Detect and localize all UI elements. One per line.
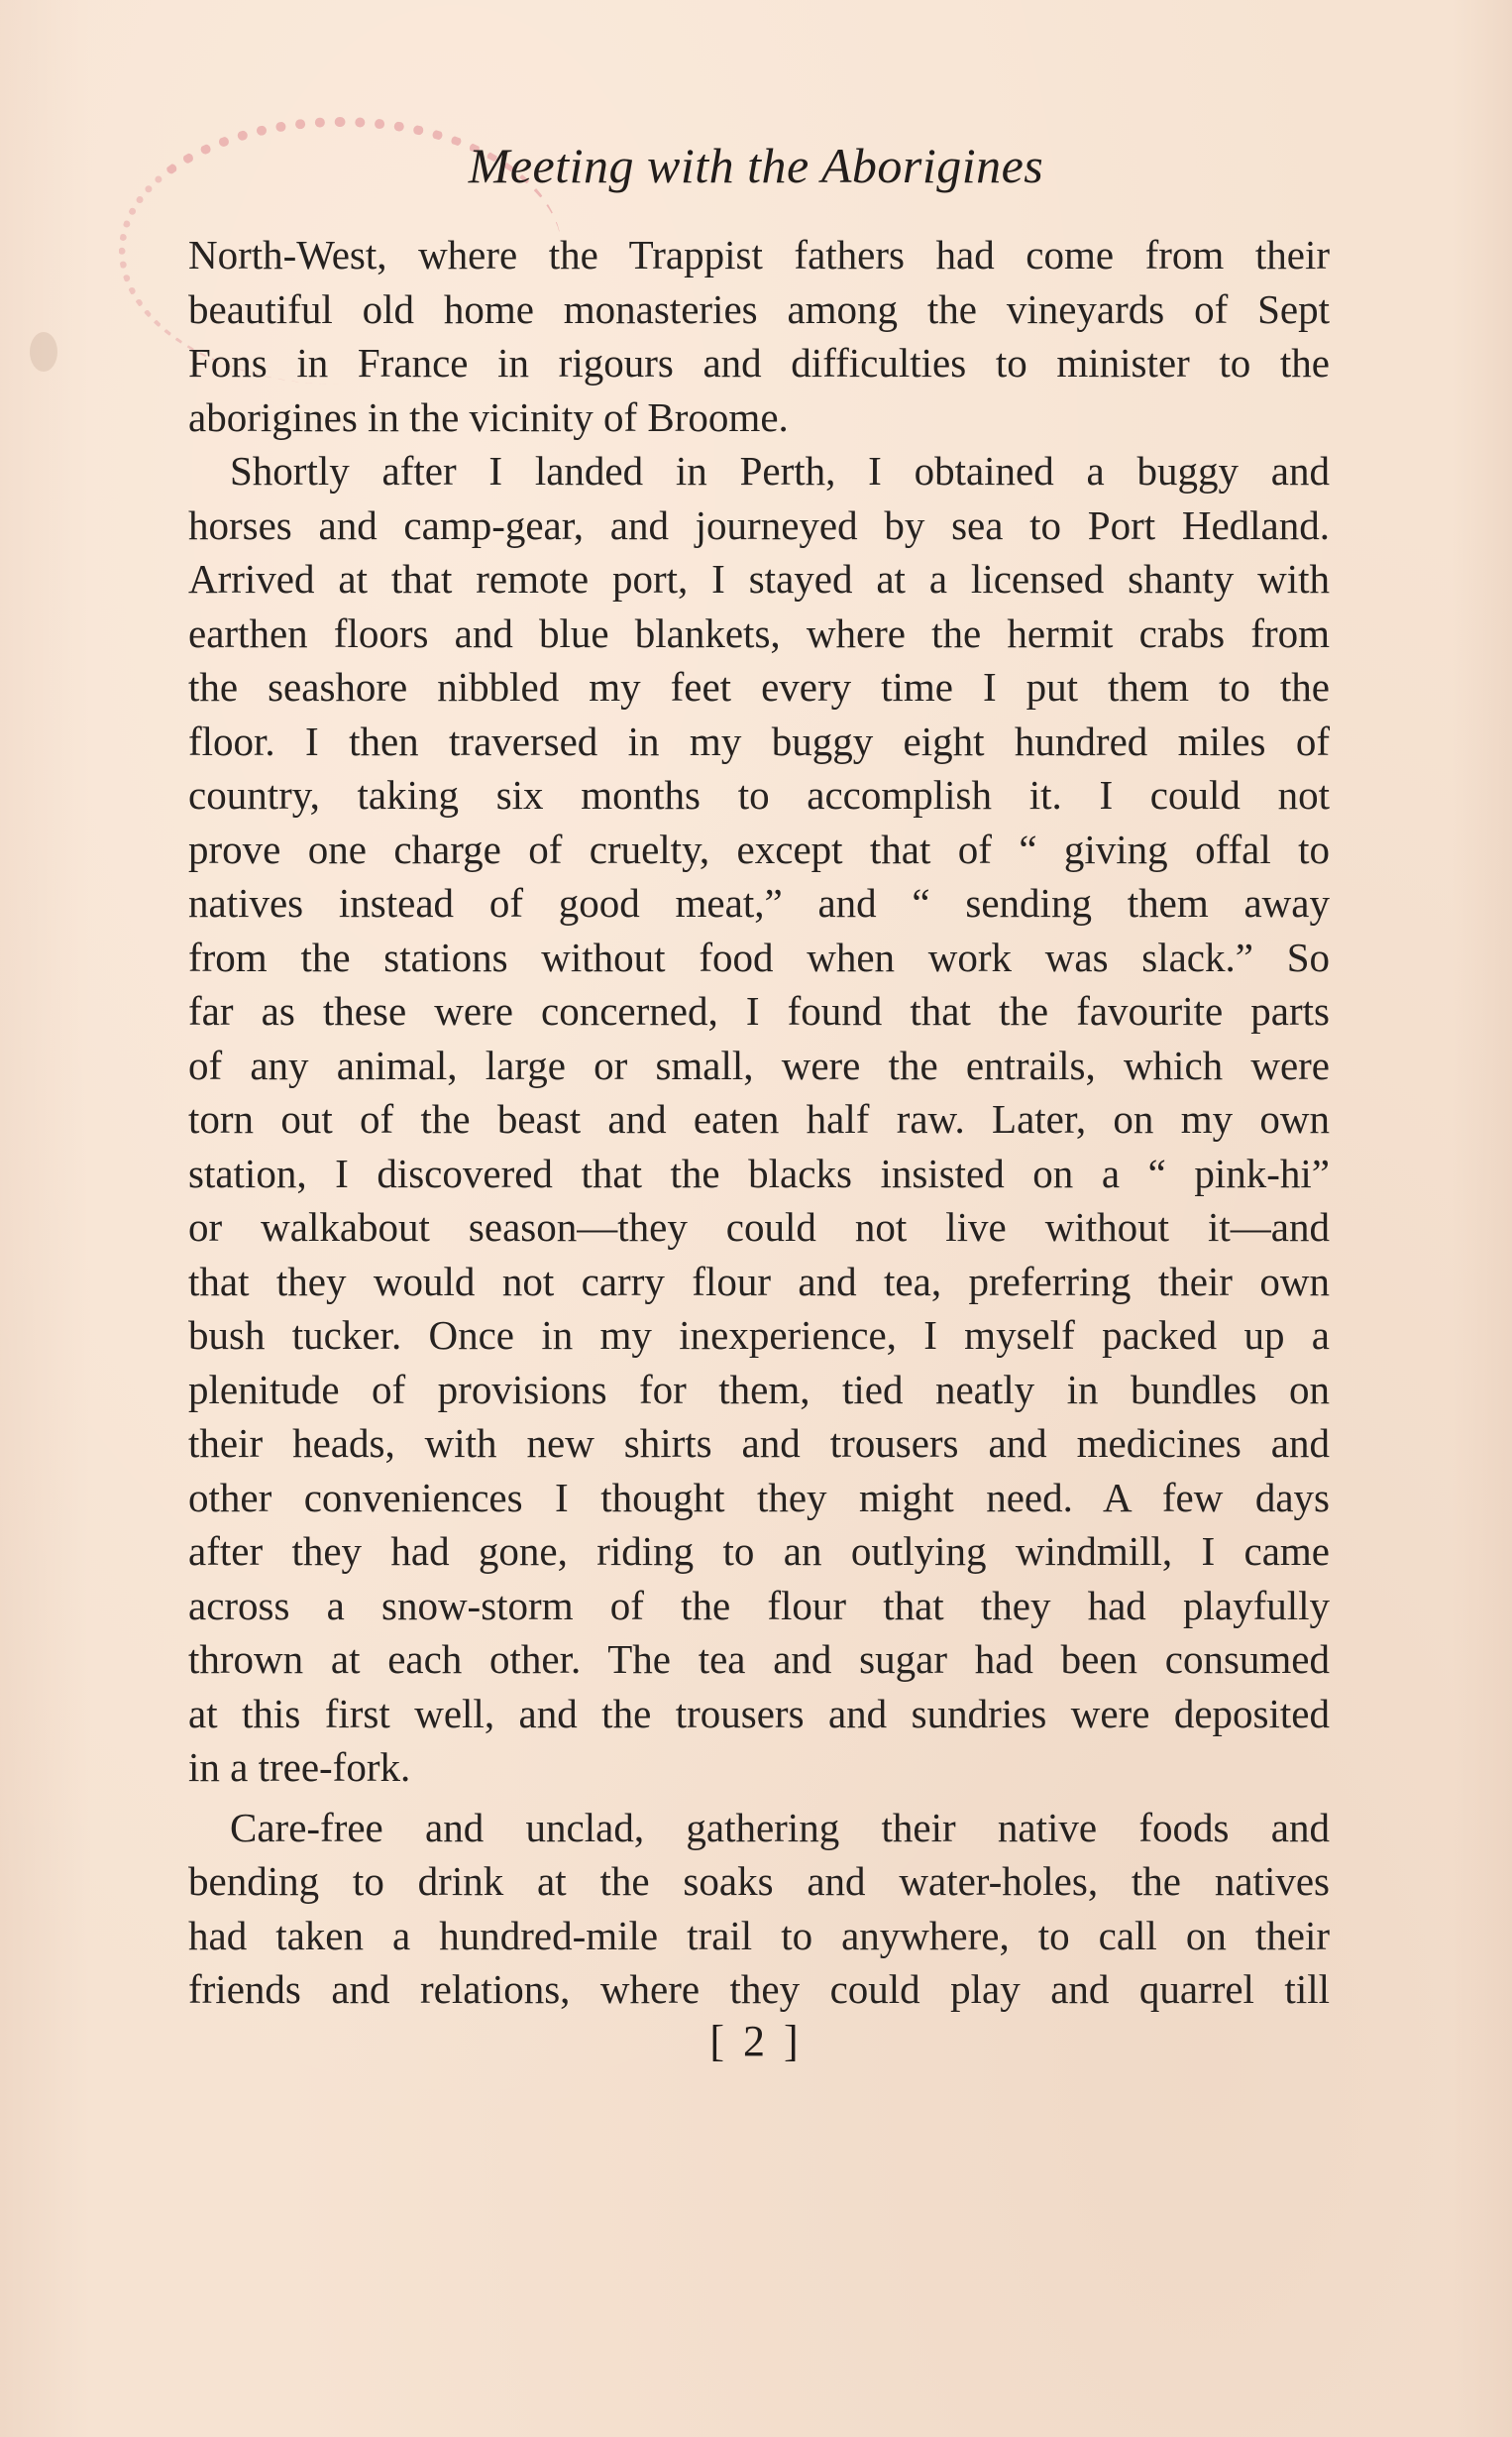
text-line: beautiful old home monasteries among the vineyards of Sept xyxy=(188,285,1330,332)
text-line: station, I discovered that the blacks insisted on a “ pink-hi” xyxy=(188,1150,1330,1196)
text-line: their heads, with new shirts and trousers and medicines and xyxy=(188,1420,1330,1466)
text-line: horses and camp-gear, and journeyed by sea to Port Hedland. xyxy=(188,501,1330,548)
text-line: the seashore nibbled my feet every time I put them to the xyxy=(188,664,1330,710)
text-line: other conveniences I thought they might need. A few days xyxy=(188,1474,1330,1520)
text-line: across a snow-storm of the flour that they had playfully xyxy=(188,1582,1331,1628)
text-line: at this first well, and the trousers and sundries were deposited xyxy=(188,1690,1330,1736)
text-line: in a tree-fork. xyxy=(188,1744,411,1790)
text-line: aborigines in the vicinity of Broome. xyxy=(188,393,789,440)
text-line: country, taking six months to accomplish it. I could not xyxy=(188,772,1330,818)
body-text xyxy=(188,228,1330,2017)
text-line: friends and relations, where they could play and quarrel till xyxy=(188,1966,1330,2012)
text-line: floor. I then traversed in my buggy eight hundred miles of xyxy=(188,718,1330,764)
text-line: bending to drink at the soaks and water-holes, the natives xyxy=(188,1858,1330,1904)
text-line: torn out of the beast and eaten half raw. Later, on my own xyxy=(188,1096,1331,1142)
text-line: Shortly after I landed in Perth, I obtained a buggy and xyxy=(230,448,1330,494)
text-line: Arrived at that remote port, I stayed at a licensed shanty with xyxy=(188,556,1330,602)
text-line: thrown at each other. The tea and sugar had been consumed xyxy=(188,1636,1330,1682)
text-line: North-West, where the Trappist fathers had come from their xyxy=(188,232,1331,277)
running-head: Meeting with the Aborigines xyxy=(468,138,1044,193)
paragraph-perth-journey xyxy=(188,444,1330,1795)
text-line: from the stations without food when work was slack.” So xyxy=(188,934,1330,980)
text-line: earthen floors and blue blankets, where the hermit crabs from xyxy=(188,609,1330,656)
text-line: plenitude of provisions for them, tied neatly in bundles on xyxy=(188,1366,1330,1412)
text-line: prove one charge of cruelty, except that of “ giving offal to xyxy=(188,826,1330,872)
text-line: after they had gone, riding to an outlying windmill, I came xyxy=(188,1528,1330,1574)
page-number: [ 2 ] xyxy=(709,2017,803,2065)
paragraph-care-free xyxy=(188,1801,1330,2017)
text-line: natives instead of good meat,” and “ sending them away xyxy=(188,880,1330,926)
text-line: that they would not carry flour and tea, preferring their own xyxy=(188,1258,1330,1304)
paragraph-continuation xyxy=(188,228,1330,444)
text-line: Fons in France in rigours and difficulties to minister to the xyxy=(188,340,1330,386)
text-line: bush tucker. Once in my inexperience, I myself packed up a xyxy=(188,1312,1330,1358)
text-line: far as these were concerned, I found that the favourite parts xyxy=(188,988,1330,1034)
text-line: Care-free and unclad, gathering their native foods and xyxy=(230,1804,1330,1850)
text-line: of any animal, large or small, were the entrails, which were xyxy=(188,1042,1330,1088)
text-line: or walkabout season—they could not live without it—and xyxy=(188,1204,1330,1250)
page-stain xyxy=(30,332,57,372)
text-line: had taken a hundred-mile trail to anywhere, to call on their xyxy=(188,1912,1331,1958)
